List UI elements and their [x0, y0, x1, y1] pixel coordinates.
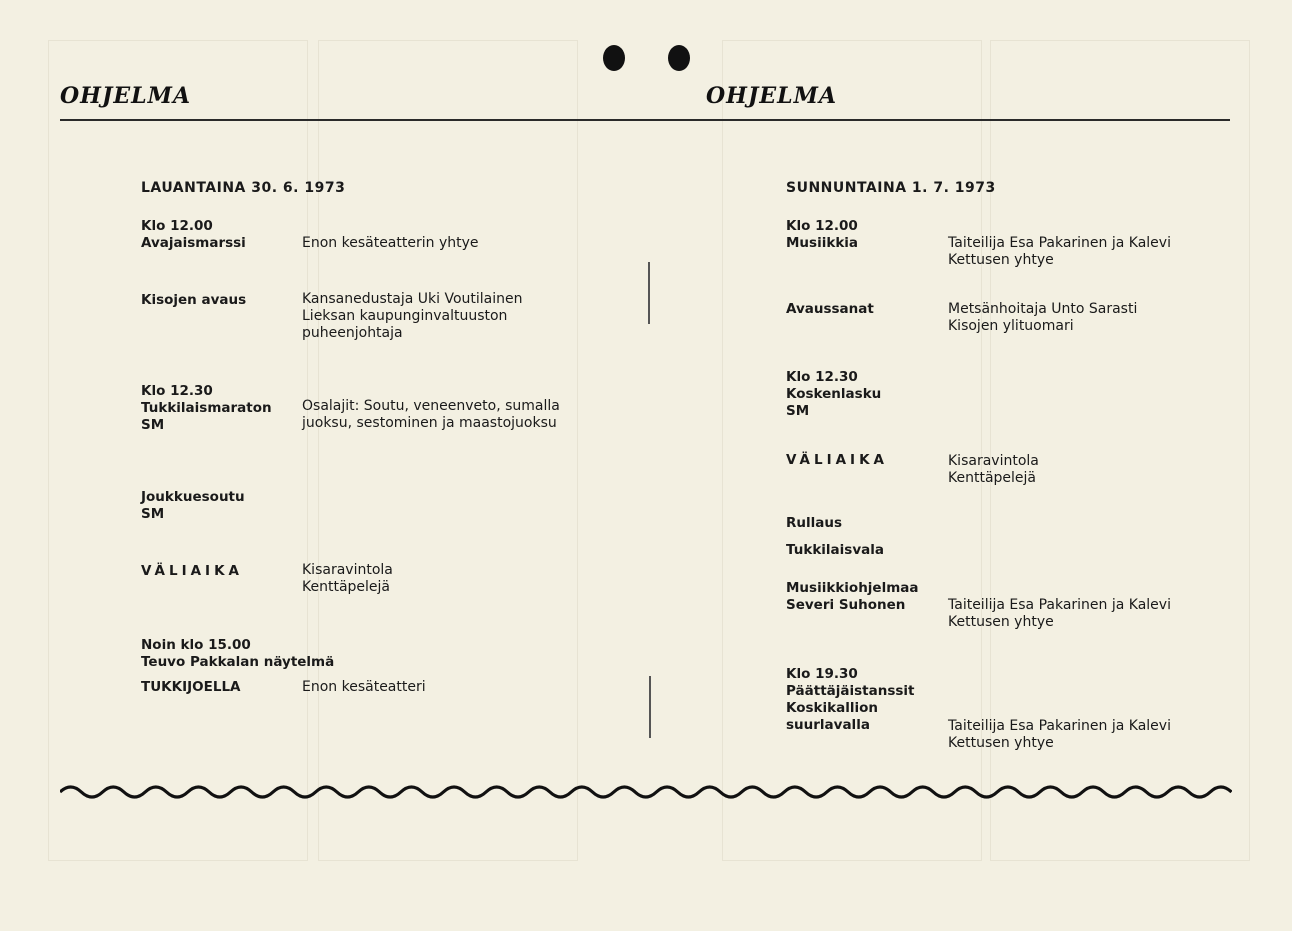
item-sub: SM	[786, 403, 810, 419]
item-description: Osalajit: Soutu, veneenveto, sumalla juoksu, sestominen ja maastojuoksu	[302, 398, 560, 431]
item-title: Avaussanat	[786, 301, 874, 317]
item-description: Kisaravintola Kenttäpelejä	[302, 562, 393, 595]
bleed-through-panel	[48, 40, 308, 861]
item-title: Tukkilaisvala	[786, 542, 884, 558]
item-time: Klo 12.30	[141, 383, 213, 399]
item-title: Koskenlasku	[786, 386, 882, 402]
item-title: Päättäjäistanssit	[786, 683, 915, 699]
punch-hole	[668, 45, 690, 71]
punch-hole	[603, 45, 625, 71]
item-time: Klo 19.30	[786, 666, 858, 682]
program-item	[141, 679, 241, 696]
program-item	[786, 580, 919, 614]
item-time: Klo 12.30	[786, 369, 858, 385]
item-description: Enon kesäteatteri	[302, 679, 426, 695]
program-item	[786, 369, 881, 420]
item-title: VÄLIAIKA	[141, 563, 243, 579]
item-place: Koskikallion	[786, 700, 878, 716]
program-item	[786, 218, 858, 252]
program-item	[141, 292, 246, 309]
program-item	[786, 542, 884, 559]
right-heading-rule	[560, 119, 1230, 121]
staple	[649, 676, 651, 738]
item-title: Severi Suhonen	[786, 597, 906, 613]
wave-border	[60, 780, 1232, 804]
item-description: Kansanedustaja Uki Voutilainen Lieksan kaupunginvaltuuston puheenjohtaja	[302, 291, 523, 341]
item-description: Enon kesäteatterin yhtye	[302, 235, 479, 251]
program-item	[141, 637, 334, 671]
bleed-through-panel	[722, 40, 982, 861]
right-page-heading: OHJELMA	[706, 83, 838, 109]
item-title: Joukkuesoutu	[141, 489, 245, 505]
item-title: Tukkilaismaraton	[141, 400, 272, 416]
program-item	[786, 301, 874, 318]
program-item	[786, 666, 915, 734]
program-item	[786, 452, 888, 469]
program-item	[141, 563, 243, 580]
item-sub: SM	[141, 417, 165, 433]
item-time: Klo 12.00	[141, 218, 213, 234]
left-day-title: LAUANTAINA 30. 6. 1973	[141, 180, 346, 196]
item-description: Taiteilija Esa Pakarinen ja Kalevi Kettusen yhtye	[948, 718, 1171, 751]
left-page-heading: OHJELMA	[60, 83, 192, 109]
item-title: Teuvo Pakkalan näytelmä	[141, 654, 335, 670]
item-description: Metsänhoitaja Unto Sarasti Kisojen ylituomari	[948, 301, 1138, 334]
item-time: Klo 12.00	[786, 218, 858, 234]
program-item	[141, 218, 246, 252]
item-time: Musiikkiohjelmaa	[786, 580, 919, 596]
bleed-through-panel	[318, 40, 578, 861]
program-item	[141, 383, 272, 434]
item-title: Rullaus	[786, 515, 843, 531]
item-description: Kisaravintola Kenttäpelejä	[948, 453, 1039, 486]
program-item	[141, 489, 245, 523]
item-title: Musiikkia	[786, 235, 859, 251]
item-description: Taiteilija Esa Pakarinen ja Kalevi Kettusen yhtye	[948, 235, 1171, 268]
item-title: Avajaismarssi	[141, 235, 246, 251]
staple	[648, 262, 650, 324]
left-heading-rule	[60, 119, 618, 121]
item-place-detail: suurlavalla	[786, 717, 870, 733]
item-title: VÄLIAIKA	[786, 452, 888, 468]
item-description: Taiteilija Esa Pakarinen ja Kalevi Kettusen yhtye	[948, 597, 1171, 630]
program-item	[786, 515, 842, 532]
item-time: Noin klo 15.00	[141, 637, 251, 653]
right-day-title: SUNNUNTAINA 1. 7. 1973	[786, 180, 996, 196]
item-title: Kisojen avaus	[141, 292, 247, 308]
item-title: TUKKIJOELLA	[141, 679, 241, 695]
item-sub: SM	[141, 506, 165, 522]
